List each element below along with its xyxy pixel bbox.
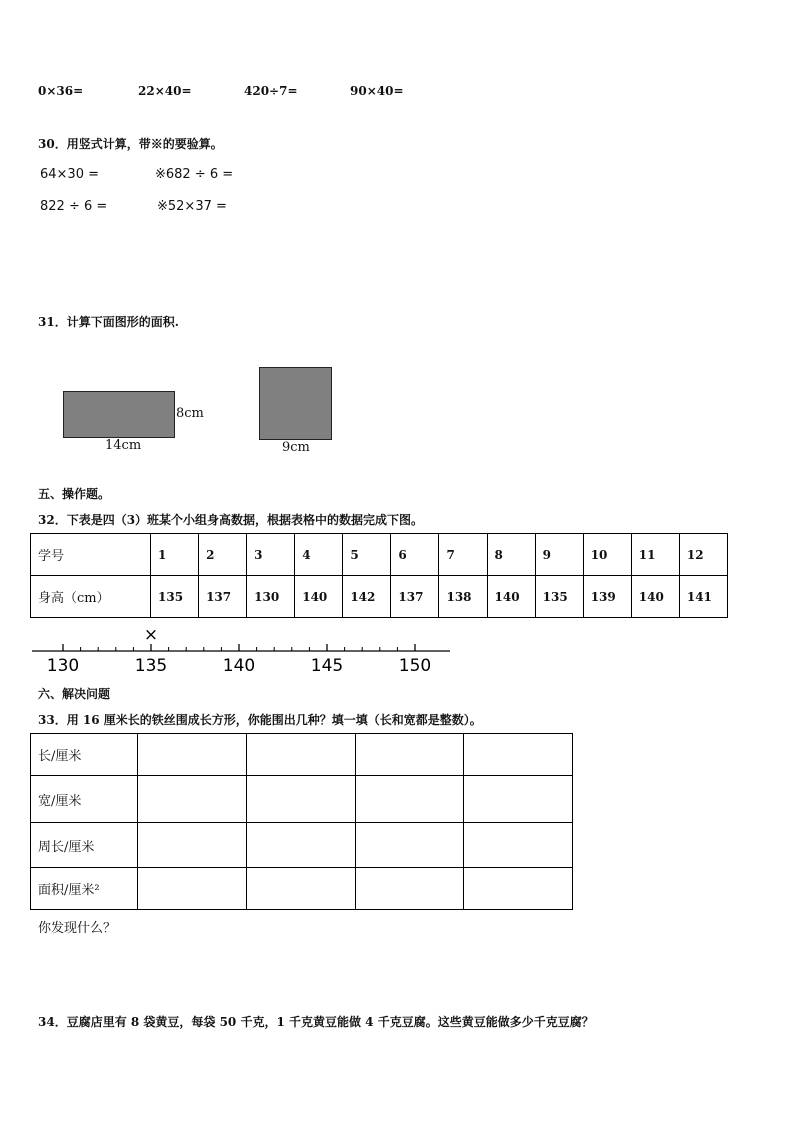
table-cell-height: 137 bbox=[391, 576, 439, 618]
q30-item-4: ※52×37 = bbox=[157, 199, 227, 214]
rectangle-width-label: 14cm bbox=[105, 438, 142, 453]
q33-title: 33．用 16 厘米长的铁丝围成长方形，你能围出几种？填一填（长和宽都是整数）。 bbox=[38, 713, 482, 727]
table-cell-height: 140 bbox=[295, 576, 343, 618]
blank-cell[interactable] bbox=[355, 734, 464, 776]
q30-item-1: 64×30 = bbox=[40, 167, 100, 182]
blank-cell[interactable] bbox=[355, 868, 464, 910]
square-figure bbox=[259, 367, 332, 440]
blank-cell[interactable] bbox=[246, 776, 355, 823]
row-header-area: 面积/厘米² bbox=[31, 868, 138, 910]
table-cell-id: 6 bbox=[391, 534, 439, 576]
q29-item-2: 22×40= bbox=[138, 84, 192, 98]
section-5-title: 五、操作题。 bbox=[38, 487, 111, 501]
table-cell-id: 1 bbox=[151, 534, 199, 576]
blank-cell[interactable] bbox=[246, 734, 355, 776]
blank-cell[interactable] bbox=[355, 823, 464, 868]
blank-cell[interactable] bbox=[464, 868, 573, 910]
row-header-length: 长/厘米 bbox=[31, 734, 138, 776]
blank-cell[interactable] bbox=[464, 776, 573, 823]
table-cell-id: 9 bbox=[535, 534, 583, 576]
blank-cell[interactable] bbox=[464, 823, 573, 868]
table-cell-id: 7 bbox=[439, 534, 487, 576]
q31-title: 31．计算下面图形的面积. bbox=[38, 315, 179, 329]
table-cell-height: 140 bbox=[631, 576, 679, 618]
blank-cell[interactable] bbox=[138, 823, 247, 868]
height-table bbox=[30, 533, 728, 618]
table-cell-id: 10 bbox=[583, 534, 631, 576]
table-cell-height: 140 bbox=[487, 576, 535, 618]
table-cell-height: 135 bbox=[535, 576, 583, 618]
q30-item-2: ※682 ÷ 6 = bbox=[155, 167, 234, 182]
row-header-perimeter: 周长/厘米 bbox=[31, 823, 138, 868]
q29-item-3: 420÷7= bbox=[244, 84, 298, 98]
table-cell-id: 8 bbox=[487, 534, 535, 576]
tick-label: 150 bbox=[398, 656, 432, 676]
q29-item-4: 90×40= bbox=[350, 84, 404, 98]
table-cell-height: 137 bbox=[199, 576, 247, 618]
blank-cell[interactable] bbox=[138, 776, 247, 823]
blank-cell[interactable] bbox=[246, 823, 355, 868]
table-cell-height: 142 bbox=[343, 576, 391, 618]
table-cell-height: 135 bbox=[151, 576, 199, 618]
tick-label: 130 bbox=[46, 656, 80, 676]
table-cell-height: 130 bbox=[247, 576, 295, 618]
blank-cell[interactable] bbox=[246, 868, 355, 910]
number-line-labels bbox=[47, 656, 431, 676]
square-side-label: 9cm bbox=[282, 440, 310, 455]
section-6-title: 六、解决问题 bbox=[38, 687, 111, 701]
row-header-width: 宽/厘米 bbox=[31, 776, 138, 823]
table-cell-id: 3 bbox=[247, 534, 295, 576]
table-cell-id: 4 bbox=[295, 534, 343, 576]
q32-title: 32．下表是四（3）班某个小组身高数据，根据表格中的数据完成下图。 bbox=[38, 513, 424, 527]
q30-title: 30．用竖式计算，带※的要验算。 bbox=[38, 137, 223, 151]
blank-cell[interactable] bbox=[464, 734, 573, 776]
q33-followup: 你发现什么？ bbox=[38, 921, 117, 936]
tick-label: 135 bbox=[134, 656, 168, 676]
tick-label: 140 bbox=[222, 656, 256, 676]
table-cell-height: 139 bbox=[583, 576, 631, 618]
rectangle-figure bbox=[63, 391, 175, 438]
blank-cell[interactable] bbox=[138, 734, 247, 776]
table-cell-height: 138 bbox=[439, 576, 487, 618]
table-cell-id: 11 bbox=[631, 534, 679, 576]
table-cell-id: 5 bbox=[343, 534, 391, 576]
q34-text: 34．豆腐店里有 8 袋黄豆，每袋 50 千克，1 千克黄豆能做 4 千克豆腐。这些黄豆能做多少千克豆腐？ bbox=[38, 1015, 594, 1029]
rectangle-options-table bbox=[30, 733, 573, 910]
table-header-height: 身高（cm） bbox=[31, 576, 151, 618]
blank-cell[interactable] bbox=[355, 776, 464, 823]
q30-item-3: 822 ÷ 6 = bbox=[40, 199, 108, 214]
q29-item-1: 0×36= bbox=[38, 84, 84, 98]
blank-cell[interactable] bbox=[138, 868, 247, 910]
table-cell-height: 141 bbox=[679, 576, 727, 618]
number-line-marker: × bbox=[143, 625, 159, 645]
rectangle-height-label: 8cm bbox=[176, 406, 204, 421]
tick-label: 145 bbox=[310, 656, 344, 676]
number-line-ticks bbox=[63, 644, 415, 651]
table-header-student-id: 学号 bbox=[31, 534, 151, 576]
number-line bbox=[0, 620, 794, 680]
table-cell-id: 12 bbox=[679, 534, 727, 576]
table-cell-id: 2 bbox=[199, 534, 247, 576]
